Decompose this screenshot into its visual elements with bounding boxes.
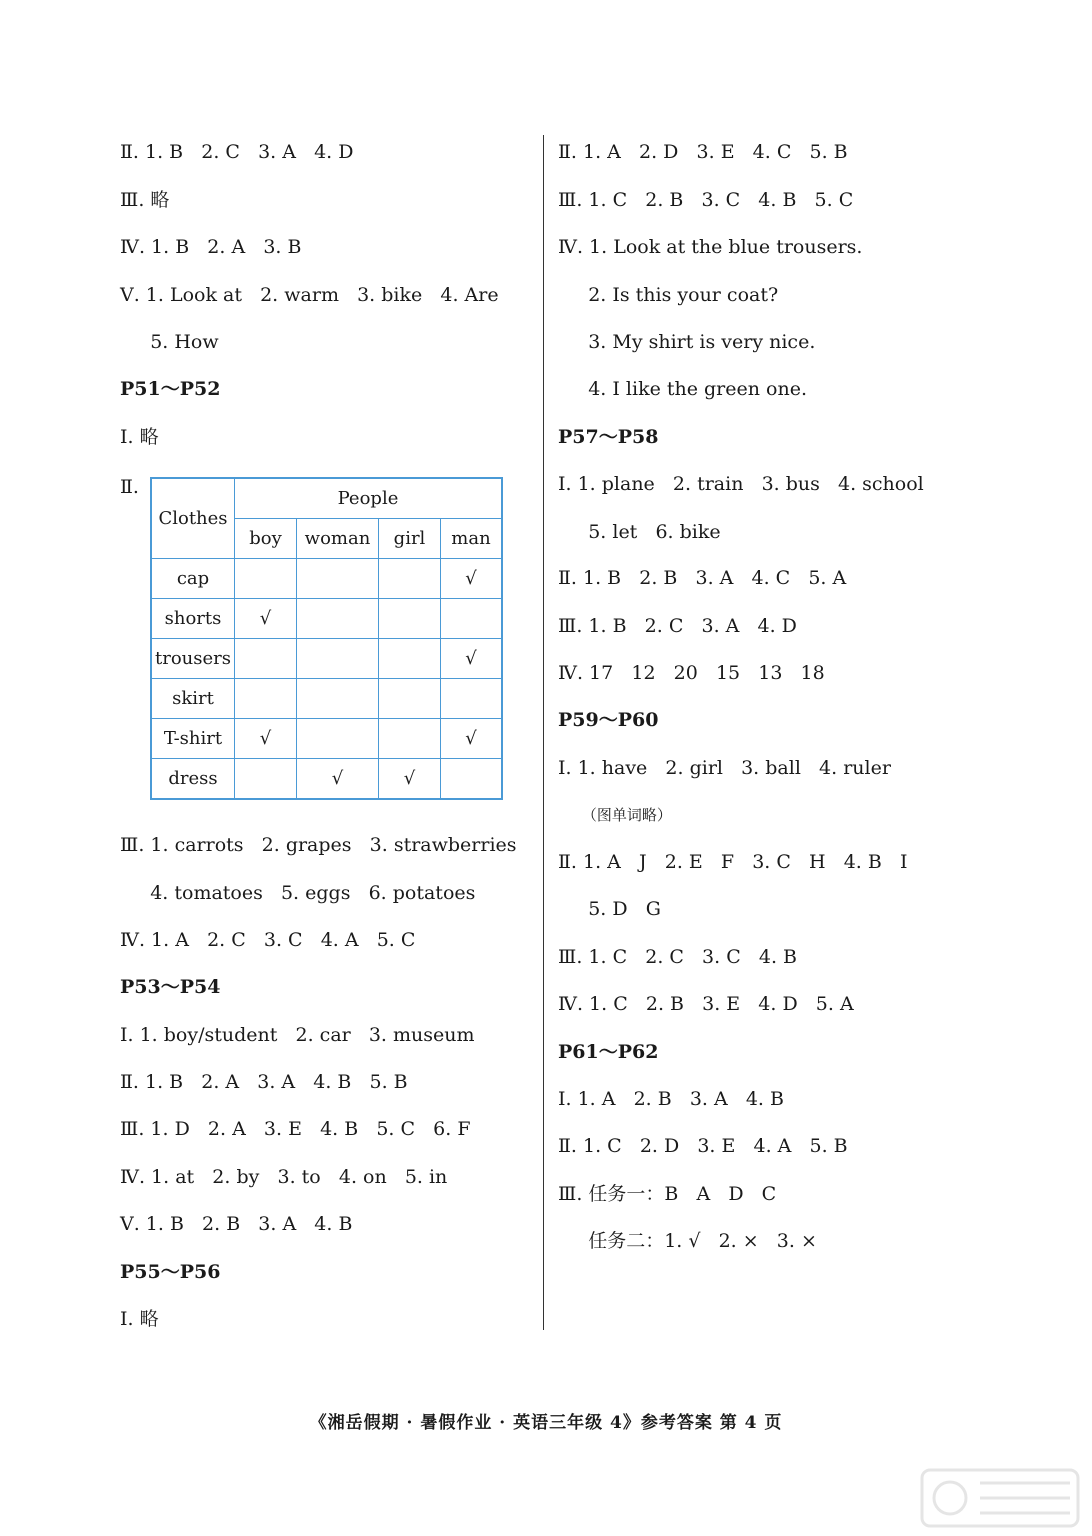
table-row <box>151 639 502 679</box>
table-group-header: People <box>235 478 503 519</box>
right-line-21: Ⅰ. 1. A 2. B 3. A 4. B <box>558 1088 784 1110</box>
table-cell <box>379 679 441 719</box>
table-cell <box>379 639 441 679</box>
section-heading-p55: P55～P56 <box>120 1261 221 1283</box>
table-cell: √ <box>441 719 503 759</box>
left-line-19: Ⅰ. 略 <box>120 1308 159 1330</box>
table-cell <box>235 679 297 719</box>
table-cell <box>379 719 441 759</box>
right-line-10: Ⅱ. 1. B 2. B 3. A 4. C 5. A <box>558 567 847 589</box>
right-line-2: Ⅲ. 1. C 2. B 3. C 4. B 5. C <box>558 189 854 211</box>
table-cell: √ <box>379 759 441 800</box>
table-cell <box>297 719 379 759</box>
left-line-17: Ⅴ. 1. B 2. B 3. A 4. B <box>120 1213 353 1235</box>
left-line-16: Ⅳ. 1. at 2. by 3. to 4. on 5. in <box>120 1166 448 1188</box>
table-row-item: shorts <box>151 599 235 639</box>
right-line-22: Ⅱ. 1. C 2. D 3. E 4. A 5. B <box>558 1135 848 1157</box>
left-line-3: Ⅳ. 1. B 2. A 3. B <box>120 236 302 258</box>
table-cell <box>379 599 441 639</box>
left-line-8: Ⅱ. <box>120 476 139 498</box>
right-line-1: Ⅱ. 1. A 2. D 3. E 4. C 5. B <box>558 141 848 163</box>
right-line-5: 3. My shirt is very nice. <box>558 331 816 353</box>
table-cell <box>441 599 503 639</box>
left-line-11: Ⅳ. 1. A 2. C 3. C 4. A 5. C <box>120 929 416 951</box>
table-row-item: T-shirt <box>151 719 235 759</box>
table-row-item: trousers <box>151 639 235 679</box>
table-corner-header: Clothes <box>151 478 235 559</box>
table-cell: √ <box>235 599 297 639</box>
table-row <box>151 759 502 800</box>
table-col-header: boy <box>235 519 297 559</box>
left-line-14: Ⅱ. 1. B 2. A 3. A 4. B 5. B <box>120 1071 408 1093</box>
left-line-1: Ⅱ. 1. B 2. C 3. A 4. D <box>120 141 354 163</box>
section-heading-p61: P61～P62 <box>558 1041 659 1063</box>
table-row-item: skirt <box>151 679 235 719</box>
left-line-5: 5. How <box>120 331 219 353</box>
left-line-7: Ⅰ. 略 <box>120 426 159 448</box>
right-line-19: Ⅳ. 1. C 2. B 3. E 4. D 5. A <box>558 993 854 1015</box>
table-cell <box>379 559 441 599</box>
section-heading-p53: P53～P54 <box>120 976 221 998</box>
right-line-15: （图单词略） <box>558 806 672 824</box>
table-cell <box>441 759 503 800</box>
table-col-header: woman <box>297 519 379 559</box>
table-cell <box>297 599 379 639</box>
left-line-15: Ⅲ. 1. D 2. A 3. E 4. B 5. C 6. F <box>120 1118 471 1140</box>
right-line-17: 5. D G <box>558 898 661 920</box>
right-line-24: 任务二：1. √ 2. × 3. × <box>558 1230 817 1252</box>
table-row <box>151 719 502 759</box>
table-cell: √ <box>441 559 503 599</box>
table-col-header: man <box>441 519 503 559</box>
table-cell: √ <box>297 759 379 800</box>
table-row-item: cap <box>151 559 235 599</box>
right-line-9: 5. let 6. bike <box>558 521 721 543</box>
table-cell <box>235 559 297 599</box>
section-heading-p51: P51～P52 <box>120 378 221 400</box>
right-line-12: Ⅳ. 17 12 20 15 13 18 <box>558 662 825 684</box>
right-line-3: Ⅳ. 1. Look at the blue trousers. <box>558 236 863 258</box>
table-row <box>151 559 502 599</box>
watermark-logo <box>920 1468 1080 1528</box>
table-col-header: girl <box>379 519 441 559</box>
table-cell <box>235 759 297 800</box>
right-line-8: Ⅰ. 1. plane 2. train 3. bus 4. school <box>558 473 924 495</box>
table-cell <box>235 639 297 679</box>
right-line-14: Ⅰ. 1. have 2. girl 3. ball 4. ruler <box>558 757 891 779</box>
right-line-16: Ⅱ. 1. A J 2. E F 3. C H 4. B I <box>558 851 908 873</box>
right-line-18: Ⅲ. 1. C 2. C 3. C 4. B <box>558 946 798 968</box>
section-heading-p59: P59～P60 <box>558 709 659 731</box>
table-cell: √ <box>441 639 503 679</box>
left-line-10: 4. tomatoes 5. eggs 6. potatoes <box>120 882 476 904</box>
table-cell: √ <box>235 719 297 759</box>
column-divider <box>543 135 544 1330</box>
table-cell <box>297 559 379 599</box>
table-cell <box>441 679 503 719</box>
table-row <box>151 679 502 719</box>
table-row <box>151 599 502 639</box>
left-line-13: Ⅰ. 1. boy/student 2. car 3. museum <box>120 1024 475 1046</box>
section-heading-p57: P57～P58 <box>558 426 659 448</box>
left-line-2: Ⅲ. 略 <box>120 189 170 211</box>
right-line-23: Ⅲ. 任务一：B A D C <box>558 1183 777 1205</box>
table-row-item: dress <box>151 759 235 800</box>
clothes-people-table <box>150 477 503 800</box>
table-cell <box>297 639 379 679</box>
table-cell <box>297 679 379 719</box>
right-line-11: Ⅲ. 1. B 2. C 3. A 4. D <box>558 615 797 637</box>
right-line-4: 2. Is this your coat? <box>558 284 779 306</box>
page-footer: 《湘岳假期 · 暑假作业 · 英语三年级 4》参考答案 第 4 页 <box>309 1413 783 1433</box>
right-line-6: 4. I like the green one. <box>558 378 807 400</box>
left-line-4: Ⅴ. 1. Look at 2. warm 3. bike 4. Are <box>120 284 499 306</box>
left-line-9: Ⅲ. 1. carrots 2. grapes 3. strawberries <box>120 834 517 856</box>
